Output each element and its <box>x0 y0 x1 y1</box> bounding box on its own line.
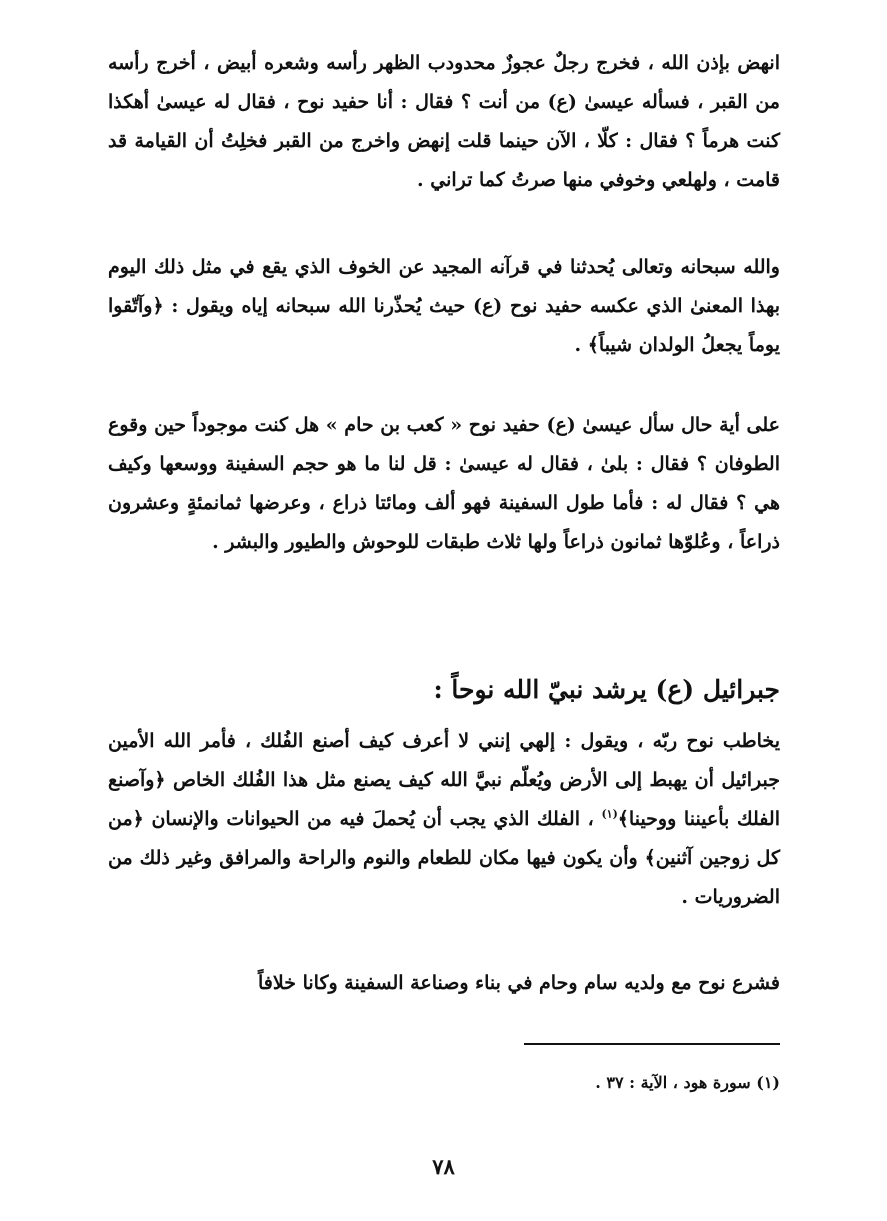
page-number: ٧٨ <box>432 1154 455 1179</box>
section-heading: جبرائيل (ع) يرشد نبيّ الله نوحاً : <box>433 675 780 704</box>
paragraph-text: وأن يكون فيها مكان للطعام والنوم والراحة والمرافق وغير ذلك من الضروريات . <box>108 847 780 908</box>
paragraph-ark-dimensions: على أية حال سأل عيسىٰ (ع) حفيد نوح « كعب بن حام » هل كنت موجوداً حين وقوع الطوفان ؟ فقال : بلىٰ ، فقال له عيسىٰ : قل لنا ما هو حجم السفينة ووسعها وكيف هي ؟ فقال له : فأما طول السفينة فهو ألف ومائتا ذراع ، وعرضها ثمانمئةٍ وعشرون ذراعاً ، وعُلوّها ثمانون ذراعاً ولها ثلاث طبقات للوحوش والطيور والبشر . <box>108 414 780 553</box>
paragraph-gabriel-guidance <box>108 722 780 917</box>
paragraph-text: يخاطب نوح ربّه ، ويقول : إلهي إنني لا أعرف كيف أصنع الفُلك ، فأمر الله الأمين جبرائيل أن يهبط إلى الأرض ويُعلّم نبيَّ الله كيف يصنع مثل هذا الفُلك الخاص <box>108 730 780 791</box>
paragraph-quran-fear <box>108 248 780 365</box>
footnote-marker[interactable]: (١) <box>601 807 618 821</box>
paragraph-text: والله سبحانه وتعالى يُحدثنا في قرآنه المجيد عن الخوف الذي يقع في مثل ذلك اليوم بهذا المعنىٰ الذي عكسه حفيد نوح (ع) حيث يُحذّرنا الله سبحانه إياه ويقول : <box>108 256 780 317</box>
footnote-divider <box>524 1043 780 1045</box>
paragraph-text: ، الفلك الذي يجب أن يُحملَ فيه من الحيوانات والإنسان <box>151 808 594 830</box>
paragraph-ark-construction: فشرع نوح مع ولديه سام وحام في بناء وصناعة السفينة وكانا خلافاً <box>258 972 780 994</box>
quran-verse: ﴿من كل زوجين آثنين﴾ <box>108 808 780 869</box>
paragraph-end: . <box>574 334 582 356</box>
paragraph-resurrection-story: انهض بإذن الله ، فخرج رجلٌ عجوزٌ محدودب الظهر رأسه وشعره أبيض ، أخرج رأسه من القبر ، فسأله عيسىٰ (ع) من أنت ؟ فقال : أنا حفيد نوح ، فقال له عيسىٰ أهكذا كنت هرماً ؟ فقال : كلّا ، الآن حينما قلت إنهض واخرج من القبر فخلِتُ أن القيامة قد قامت ، ولهلعي وخوفي منها صرتُ كما تراني . <box>108 52 780 191</box>
quran-verse: ﴿وآصنع الفلك بأعيننا ووحينا﴾ <box>108 769 780 830</box>
footnote: (١) سورة هود ، الآية : ٣٧ . <box>595 1073 780 1092</box>
quran-verse: ﴿وآتّقوا يوماً يجعلُ الولدان شيباً﴾ <box>108 295 780 356</box>
